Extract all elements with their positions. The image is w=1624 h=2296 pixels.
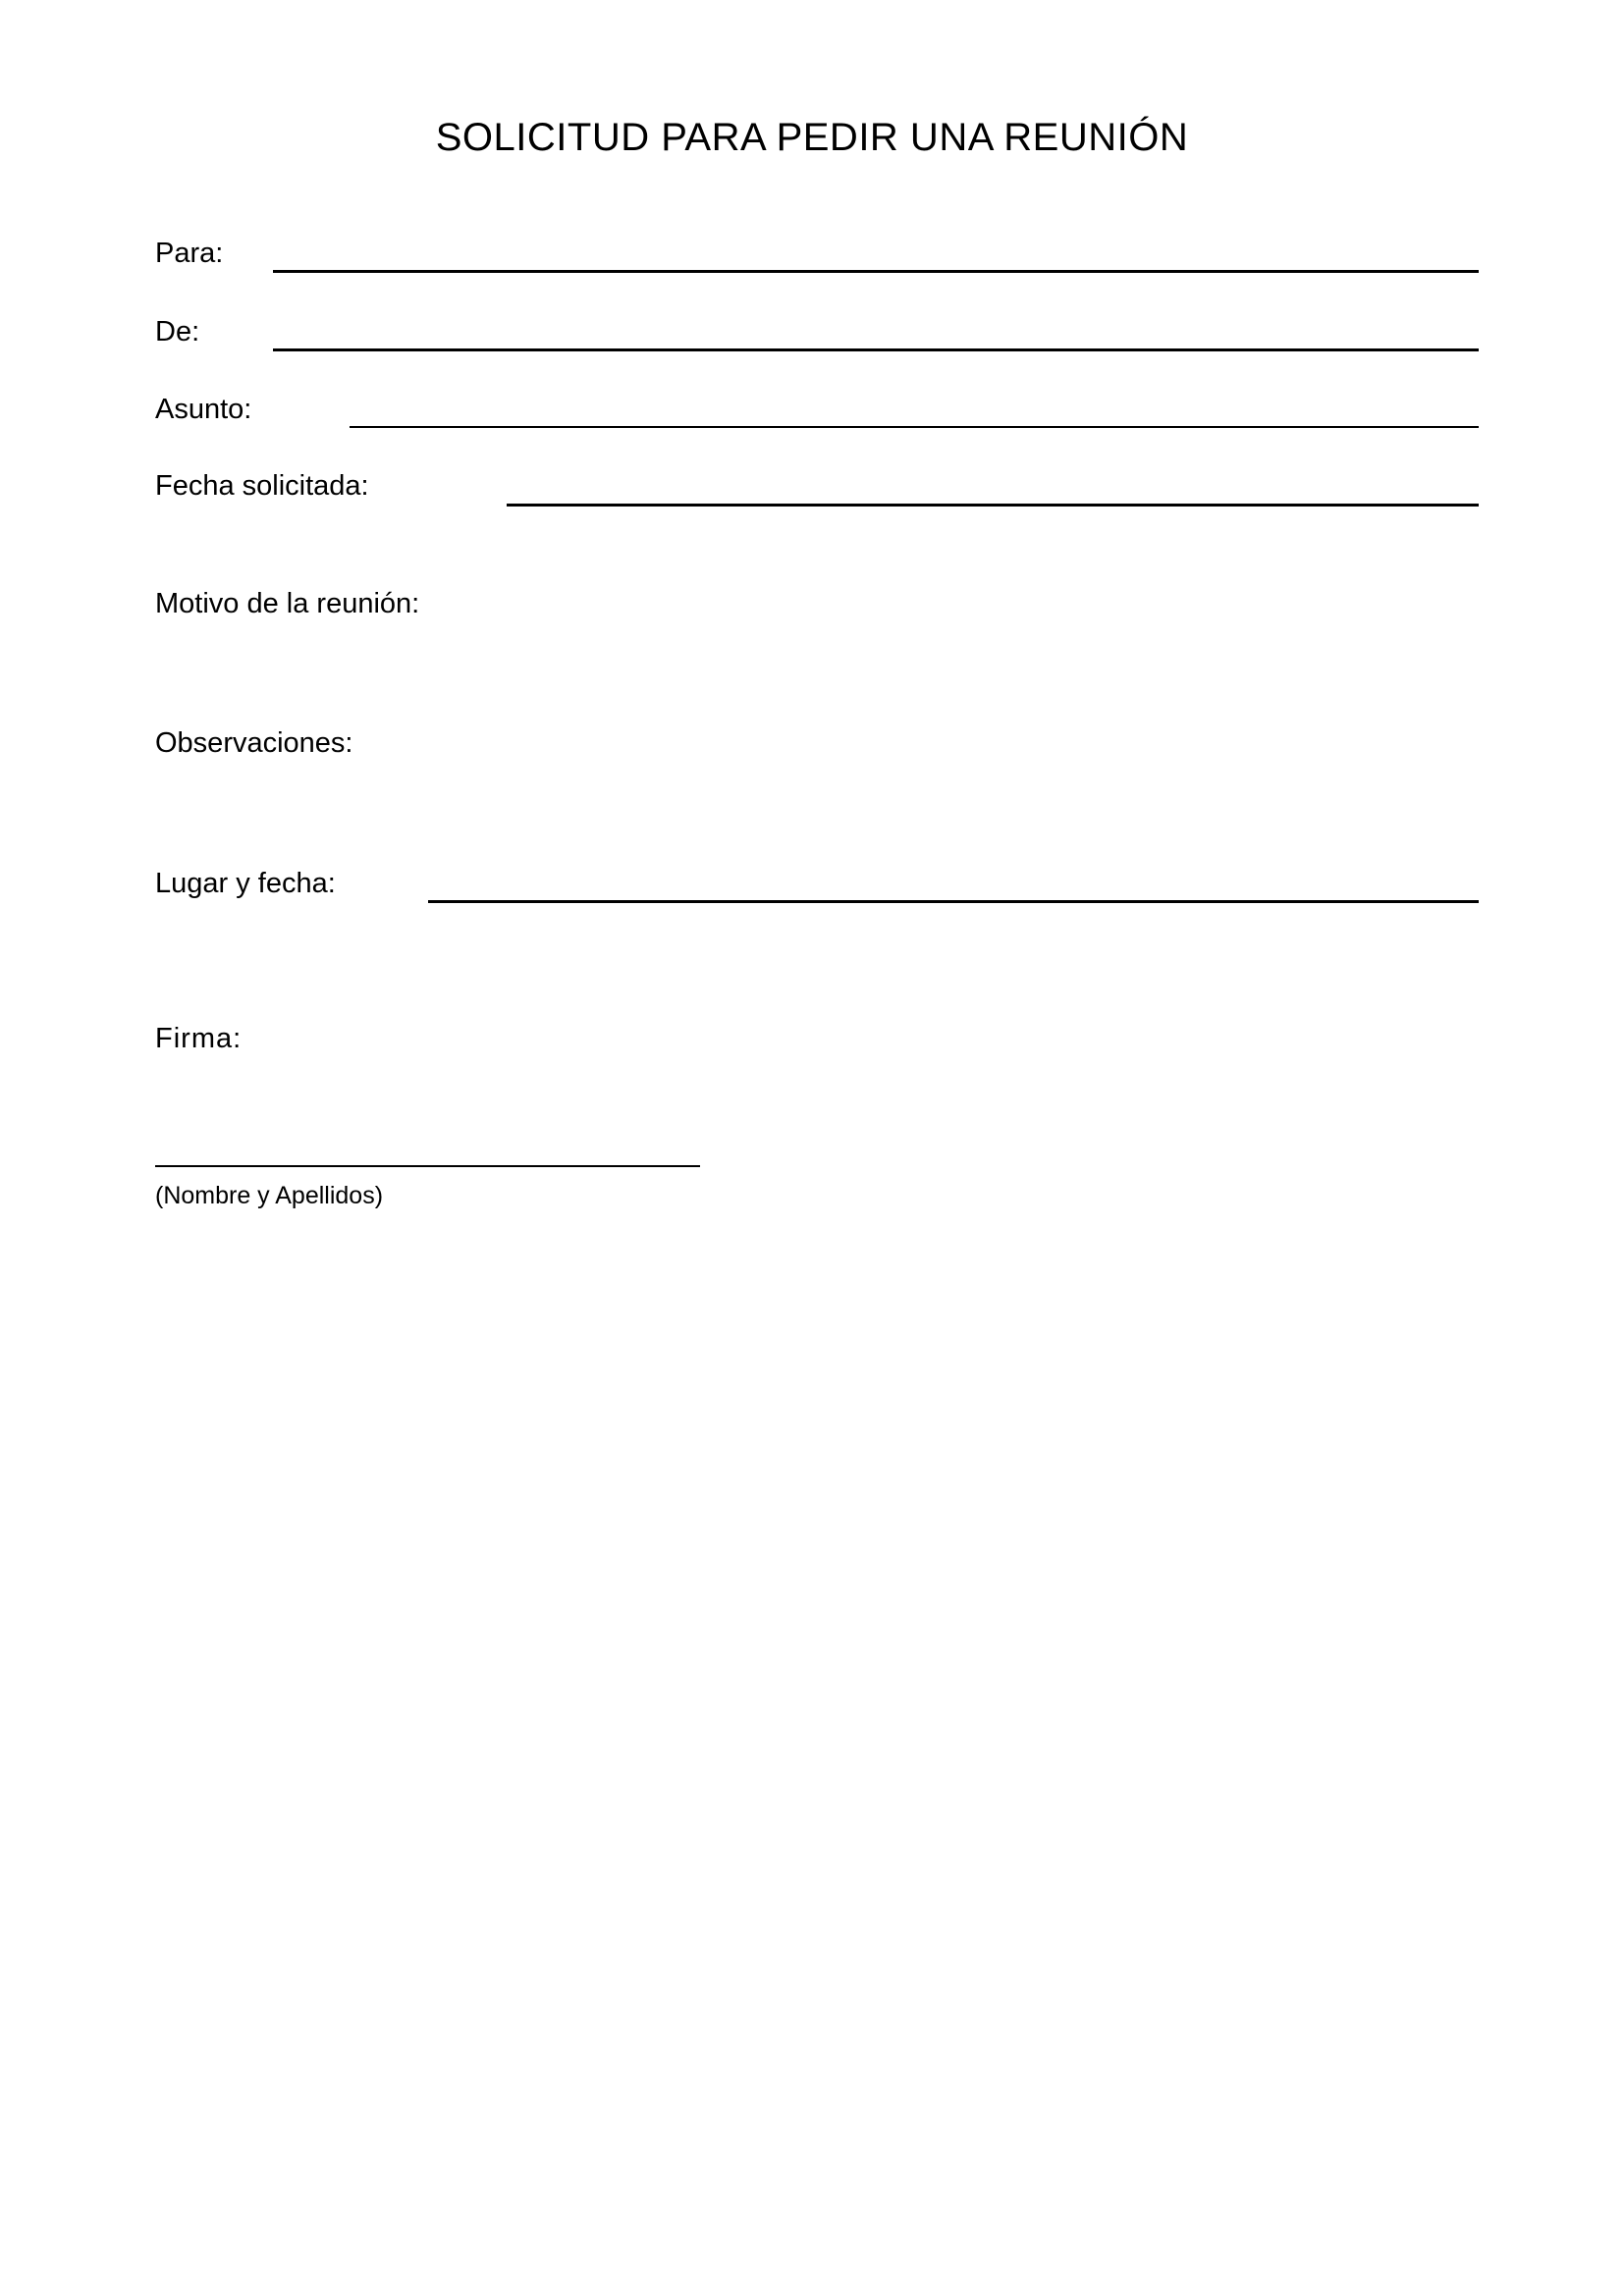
page-title: SOLICITUD PARA PEDIR UNA REUNIÓN [435, 116, 1189, 159]
de-field-line[interactable] [273, 348, 1479, 351]
fecha-solicitada-label: Fecha solicitada: [155, 470, 369, 502]
firma-label: Firma: [155, 1023, 243, 1054]
de-label: De: [155, 316, 200, 347]
observaciones-label: Observaciones: [155, 727, 353, 759]
asunto-field-line[interactable] [350, 426, 1479, 428]
motivo-label: Motivo de la reunión: [155, 588, 420, 619]
signature-line[interactable] [155, 1165, 700, 1167]
lugar-fecha-field-line[interactable] [428, 900, 1479, 903]
signature-caption: (Nombre y Apellidos) [155, 1182, 384, 1209]
para-label: Para: [155, 238, 224, 269]
fecha-solicitada-field-line[interactable] [507, 504, 1479, 507]
asunto-label: Asunto: [155, 394, 252, 425]
para-field-line[interactable] [273, 270, 1479, 273]
lugar-fecha-label: Lugar y fecha: [155, 868, 336, 899]
